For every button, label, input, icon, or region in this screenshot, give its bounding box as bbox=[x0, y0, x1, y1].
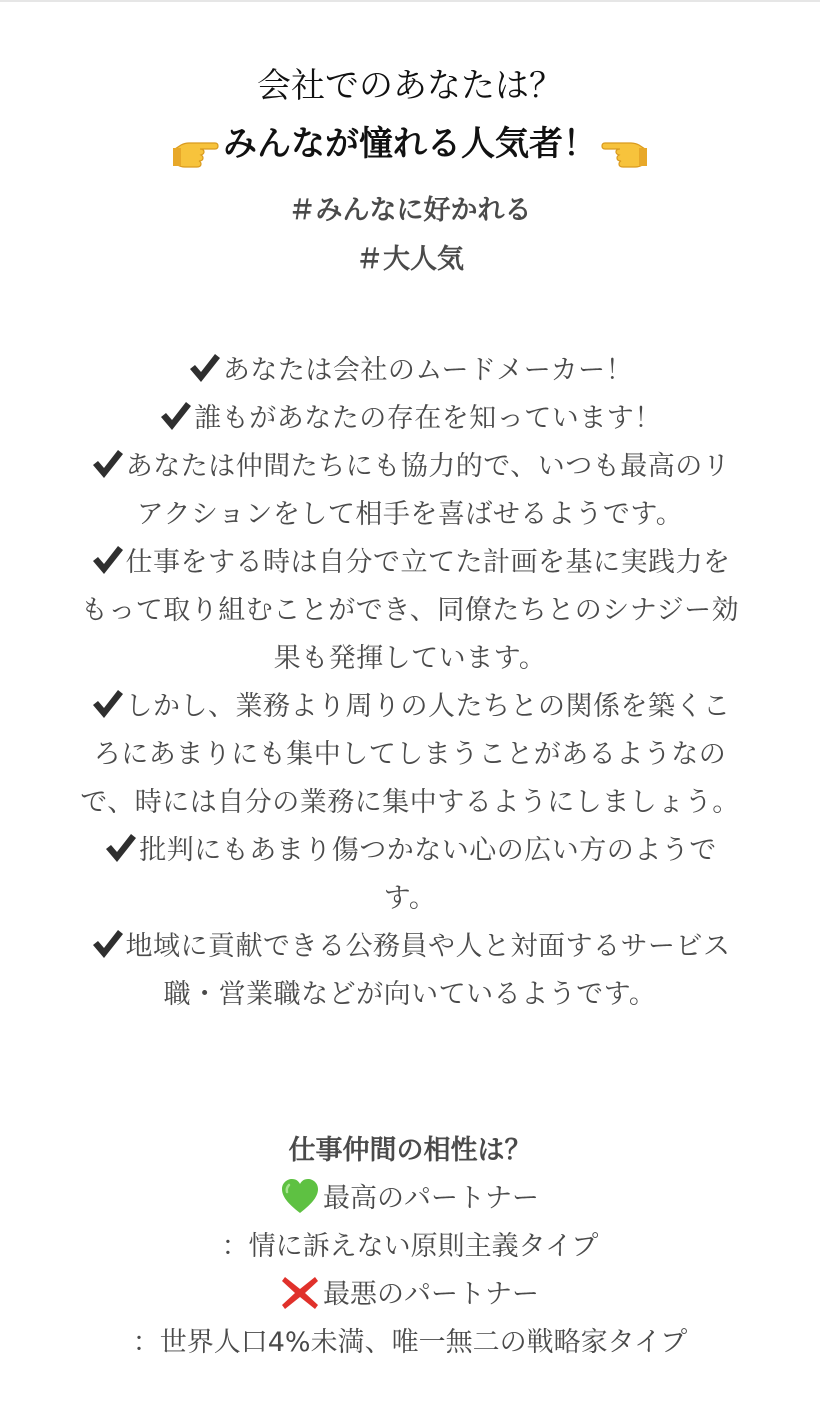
hashtag: ＃大人気 bbox=[356, 244, 464, 275]
hand-pointing-right-icon bbox=[171, 128, 219, 158]
heavy-check-mark-icon bbox=[90, 928, 124, 960]
heavy-check-mark-icon bbox=[158, 400, 192, 432]
result-content bbox=[80, 58, 740, 1367]
heavy-check-mark-icon bbox=[90, 448, 124, 480]
best-partner-label: 最高のパートナー bbox=[80, 1175, 740, 1223]
heavy-check-mark-icon bbox=[103, 832, 137, 864]
heavy-check-mark-icon bbox=[90, 544, 124, 576]
red-cross-mark-icon bbox=[281, 1275, 319, 1311]
trait-item: 批判にもあまり傷つかない心の広い方のようです。 bbox=[80, 827, 740, 923]
compatibility-title: 仕事仲間の相性は？ bbox=[288, 1135, 532, 1166]
hashtag-list bbox=[80, 186, 740, 284]
trait-item: あなたは仲間たちにも協力的で、いつも最高のリアクションをして相手を喜ばせるようです。 bbox=[80, 443, 740, 539]
trait-item: 地域に貢献できる公務員や人と対面するサービス職・営業職などが向いているようです。 bbox=[80, 923, 740, 1019]
trait-item: 誰もがあなたの存在を知っています！ bbox=[80, 395, 740, 443]
hashtag: ＃みんなに好かれる bbox=[288, 195, 532, 226]
trait-list bbox=[80, 347, 740, 1019]
worst-partner-type: ：世界人口4%未満、唯一無二の戦略家タイプ bbox=[132, 1327, 688, 1358]
trait-item: あなたは会社のムードメーカー！ bbox=[80, 347, 740, 395]
compatibility-section bbox=[80, 1127, 740, 1367]
question-title: 会社でのあなたは？ bbox=[257, 66, 563, 106]
result-type-label: みんなが憧れる人気者！ bbox=[223, 124, 597, 164]
trait-item: 仕事をする時は自分で立てた計画を基に実践力をもって取り組むことができ、同僚たちとのシナジー効果も発揮しています。 bbox=[80, 539, 740, 683]
green-heart-icon bbox=[281, 1179, 319, 1215]
result-type-title bbox=[80, 114, 740, 174]
best-partner-type: ：情に訴えない原則主義タイプ bbox=[221, 1231, 599, 1262]
heavy-check-mark-icon bbox=[90, 688, 124, 720]
hand-pointing-left-icon bbox=[601, 128, 649, 158]
heavy-check-mark-icon bbox=[187, 352, 221, 384]
trait-item: しかし、業務より周りの人たちとの関係を築くころにあまりにも集中してしまうことがあるようなので、時には自分の業務に集中するようにしましょう。 bbox=[80, 683, 740, 827]
worst-partner-label: 最悪のパートナー bbox=[80, 1271, 740, 1319]
top-divider bbox=[0, 0, 820, 2]
